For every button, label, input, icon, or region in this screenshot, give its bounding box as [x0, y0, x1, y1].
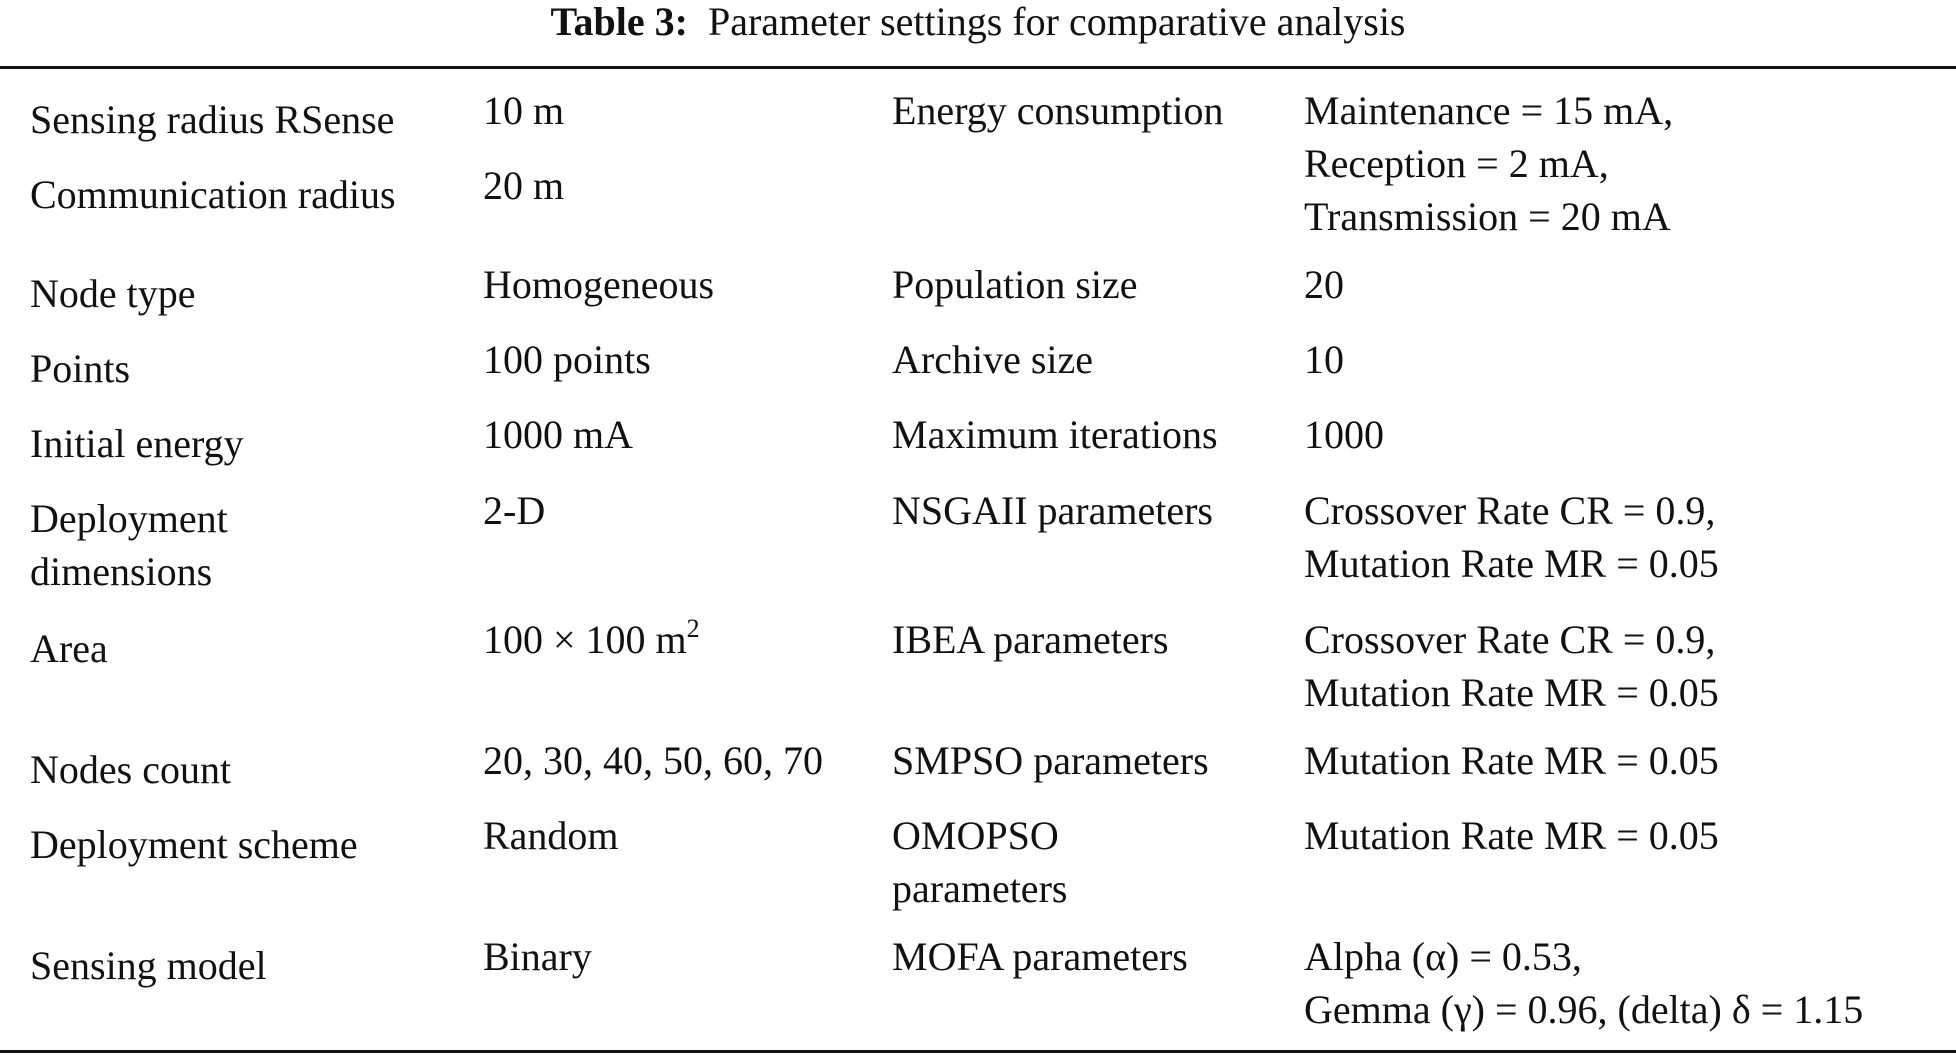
table-cell: Maximum iterations	[892, 412, 1218, 457]
table-cell: dimensions	[30, 549, 213, 594]
bottom-rule	[0, 1050, 1956, 1053]
top-rule	[0, 66, 1956, 69]
table-cell: 1000	[1304, 412, 1384, 457]
table-cell: Transmission = 20 mA	[1304, 194, 1671, 239]
table-cell: Crossover Rate CR = 0.9,	[1304, 617, 1716, 662]
table-cell: 100 points	[483, 337, 651, 382]
table-cell: 20 m	[483, 163, 565, 208]
table-cell: Gemma (γ) = 0.96, (delta) δ = 1.15	[1304, 987, 1864, 1032]
table-cell: Sensing model	[30, 943, 267, 988]
table-cell: 20	[1304, 262, 1344, 307]
table-cell: Communication radius	[30, 172, 396, 217]
table-cell: 2-D	[483, 488, 546, 533]
table-cell: Points	[30, 346, 131, 391]
table-cell: Reception = 2 mA,	[1304, 141, 1609, 186]
table-cell: Area	[30, 626, 108, 671]
table-cell: Mutation Rate MR = 0.05	[1304, 738, 1719, 783]
table-cell: Archive size	[892, 337, 1094, 382]
table-cell: Initial energy	[30, 421, 244, 466]
table-cell: Maintenance = 15 mA,	[1304, 88, 1674, 133]
table-cell: parameters	[892, 866, 1068, 911]
table-cell: Deployment scheme	[30, 822, 358, 867]
table-cell: Node type	[30, 271, 196, 316]
table-cell: Nodes count	[30, 747, 232, 792]
table-cell: Crossover Rate CR = 0.9,	[1304, 488, 1716, 533]
table-cell: Energy consumption	[892, 88, 1224, 133]
table-cell: 10	[1304, 337, 1344, 382]
area-exponent: 2	[686, 614, 700, 643]
table-cell: SMPSO parameters	[892, 738, 1209, 783]
table-cell: Mutation Rate MR = 0.05	[1304, 813, 1719, 858]
table-cell: Deployment	[30, 496, 228, 541]
table-cell: Mutation Rate MR = 0.05	[1304, 541, 1719, 586]
table-cell: Binary	[483, 934, 592, 979]
table-cell: Sensing radius RSense	[30, 97, 395, 142]
table-cell: Random	[483, 813, 619, 858]
table-caption-text: Parameter settings for comparative analysis	[707, 0, 1406, 44]
area-value: 100 × 100 m	[483, 617, 687, 662]
table-cell: Homogeneous	[483, 262, 715, 307]
table-cell: 20, 30, 40, 50, 60, 70	[483, 738, 823, 783]
table-cell: 1000 mA	[483, 412, 633, 457]
table-cell: 10 m	[483, 88, 565, 133]
table-caption	[0, 0, 1956, 44]
table-cell: Alpha (α) = 0.53,	[1304, 934, 1582, 979]
table-cell: Mutation Rate MR = 0.05	[1304, 670, 1719, 715]
table-cell: OMOPSO	[892, 813, 1059, 858]
table-cell: Population size	[892, 262, 1138, 307]
table-cell: NSGAII parameters	[892, 488, 1213, 533]
table-cell	[483, 613, 700, 667]
table-cell: IBEA parameters	[892, 617, 1169, 662]
table-cell: MOFA parameters	[892, 934, 1188, 979]
table-caption-label: Table 3:	[550, 0, 688, 44]
